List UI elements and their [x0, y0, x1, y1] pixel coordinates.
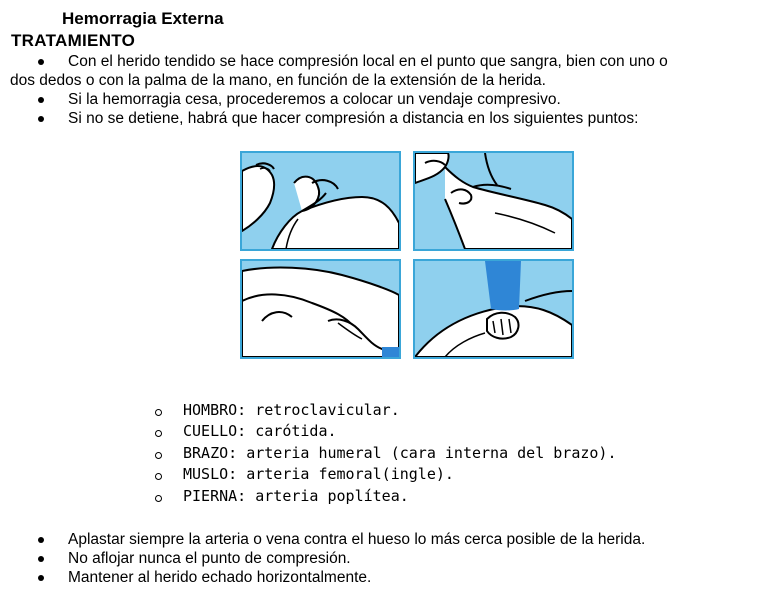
bullet-text: Si no se detiene, habrá que hacer compresión a distancia en los siguientes puntos: — [68, 110, 639, 127]
bullet-text: Mantener al herido echado horizontalmente. — [68, 569, 372, 586]
list-item — [150, 443, 616, 464]
circle-bullet-icon — [155, 495, 162, 502]
bullet-dot-icon — [38, 59, 44, 65]
point-text: BRAZO: arteria humeral (cara interna del brazo). — [183, 443, 617, 462]
point-text: MUSLO: arteria femoral(ingle). — [183, 465, 454, 484]
bullet-text: No aflojar nunca el punto de compresión. — [68, 550, 351, 567]
bullet-text: Aplastar siempre la arteria o vena contra el hueso lo más cerca posible de la herida. — [68, 531, 646, 548]
bullet-dot-icon — [38, 537, 44, 543]
list-item — [150, 464, 616, 485]
list-item — [0, 530, 760, 549]
section-heading: TRATAMIENTO — [11, 31, 136, 50]
bullet-dot-icon — [38, 116, 44, 122]
list-item — [0, 52, 760, 90]
point-text: CUELLO: carótida. — [183, 422, 337, 441]
list-item — [150, 421, 616, 442]
bullet-text-line2: dos dedos o con la palma de la mano, en función de la extensión de la herida. — [10, 72, 546, 89]
list-item — [0, 568, 760, 587]
arm-compression-illustration — [240, 259, 401, 359]
compression-points-list — [150, 400, 616, 507]
circle-bullet-icon — [155, 473, 162, 480]
list-item — [0, 549, 760, 568]
point-text: PIERNA: arteria poplítea. — [183, 486, 409, 505]
bullet-text-line1: Con el herido tendido se hace compresión local en el punto que sangra, bien con uno o — [68, 53, 668, 70]
bottom-bullet-list — [0, 530, 760, 587]
list-item — [150, 400, 616, 421]
compression-points-figure — [240, 151, 574, 359]
thigh-compression-illustration — [413, 259, 574, 359]
point-text: HOMBRO: retroclavicular. — [183, 401, 400, 419]
circle-bullet-icon — [155, 452, 162, 459]
bullet-dot-icon — [38, 556, 44, 562]
document-subtitle: Hemorragia Externa — [62, 9, 224, 28]
list-item — [150, 486, 616, 507]
neck-compression-illustration — [413, 151, 574, 251]
bullet-dot-icon — [38, 575, 44, 581]
bullet-dot-icon — [38, 97, 44, 103]
list-item — [0, 109, 760, 128]
shoulder-compression-illustration — [240, 151, 401, 251]
circle-bullet-icon — [155, 409, 162, 416]
list-item — [0, 90, 760, 109]
top-bullet-list — [0, 52, 760, 128]
circle-bullet-icon — [155, 430, 162, 437]
bullet-text: Si la hemorragia cesa, procederemos a colocar un vendaje compresivo. — [68, 91, 561, 108]
